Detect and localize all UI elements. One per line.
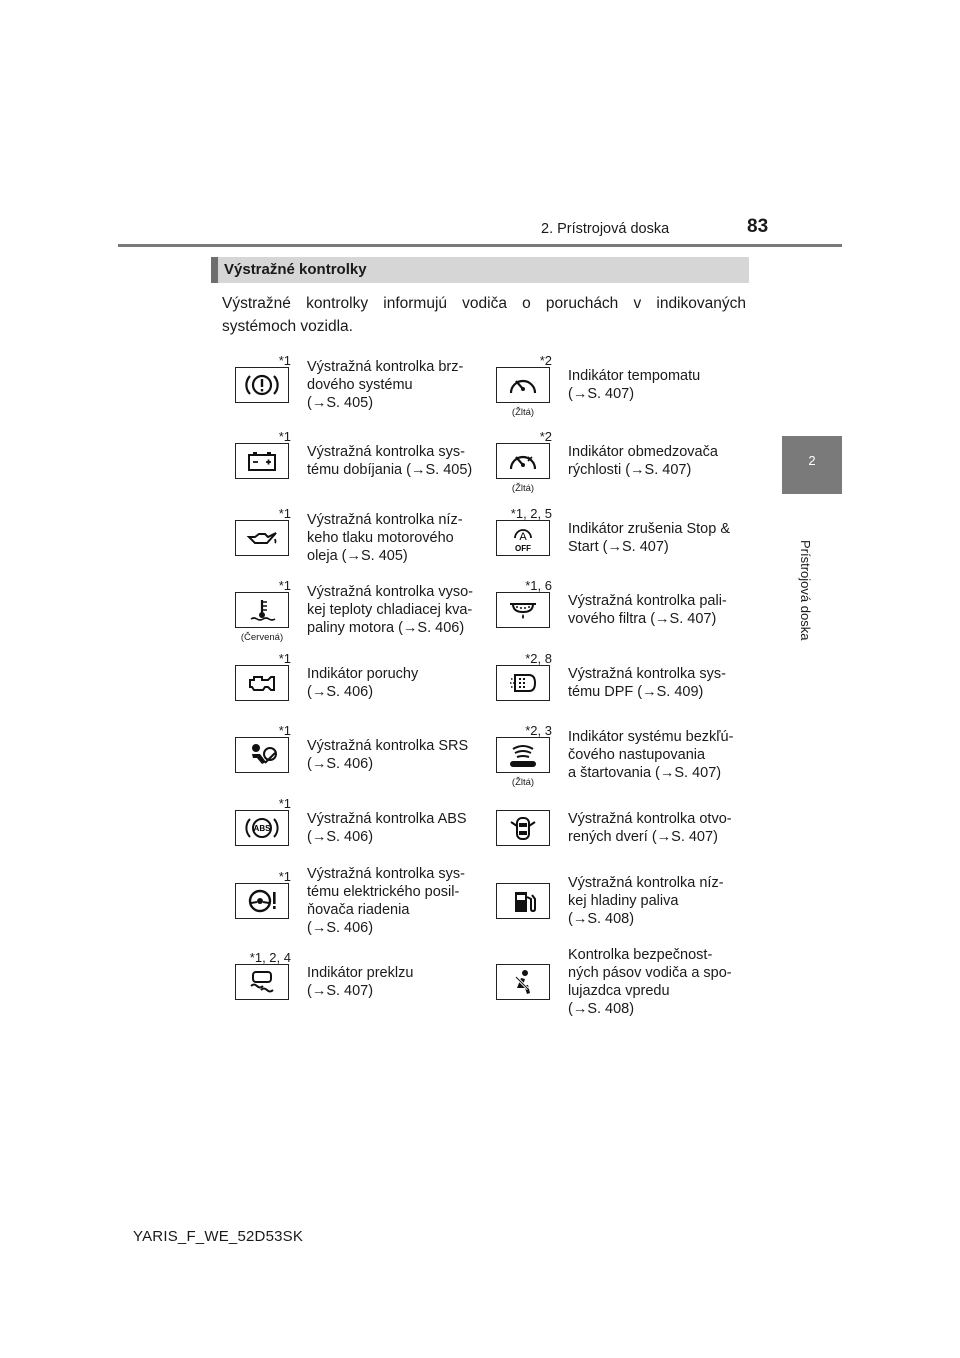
- indicator-icon-box: [496, 367, 550, 403]
- svg-text:ABS: ABS: [253, 824, 271, 833]
- indicator-description: Výstražná kontrolka brz- dového systému (→S. 405): [307, 359, 464, 411]
- footnote-marker: *1, 2, 4: [249, 950, 291, 965]
- coolant-icon: [244, 596, 280, 624]
- indicator-icon-box: [235, 520, 289, 556]
- indicator-description: Výstražná kontrolka pali- vového filtra (→S. 407): [568, 593, 727, 627]
- svg-text:OFF: OFF: [515, 544, 531, 552]
- cruise-icon: [505, 371, 541, 399]
- footnote-marker: *1: [278, 869, 291, 884]
- door-open-icon: [505, 814, 541, 842]
- slip-icon: [244, 968, 280, 996]
- indicator-icon-box: [235, 810, 289, 846]
- indicator-icon-box: [235, 737, 289, 773]
- airbag-icon: [244, 741, 280, 769]
- indicator-description: Výstražná kontrolka ABS (→S. 406): [307, 811, 467, 845]
- indicator-description: Indikátor preklzu (→S. 407): [307, 965, 414, 999]
- smart-key-icon: [505, 741, 541, 769]
- indicator-icon-box: [496, 737, 550, 773]
- document-code: YARIS_F_WE_52D53SK: [133, 1228, 304, 1245]
- indicator-icon-box: [496, 883, 550, 919]
- indicator-icon-box: [235, 592, 289, 628]
- indicator-description: Výstražná kontrolka SRS (→S. 406): [307, 738, 469, 772]
- indicator-icon-box: [496, 520, 550, 556]
- engine-icon: [244, 669, 280, 697]
- footnote-marker: *1: [278, 353, 291, 368]
- indicator-icon-box: [496, 810, 550, 846]
- stop-start-off-icon: [505, 524, 541, 552]
- footnote-marker: *2, 3: [525, 723, 552, 738]
- svg-text:A: A: [519, 531, 527, 543]
- seatbelt-icon: [505, 968, 541, 996]
- footnote-marker: *1: [278, 429, 291, 444]
- icon-color-caption: (Červená): [240, 632, 284, 643]
- indicator-description: Indikátor systému bezkľú- čového nastupovania a štartovania (→S. 407): [568, 729, 734, 781]
- indicator-description: Výstražná kontrolka sys- tému DPF (→S. 409): [568, 666, 726, 700]
- steering-icon: [244, 887, 280, 915]
- indicator-icon-box: [235, 883, 289, 919]
- indicator-description: Výstražná kontrolka vyso- kej teploty chladiacej kva- paliny motora (→S. 406): [307, 584, 474, 636]
- intro-paragraph: Výstražné kontrolky informujú vodiča o poruchách v indikovaných systémoch vozidla.: [222, 295, 746, 335]
- footnote-marker: *1, 2, 5: [510, 506, 552, 521]
- footnote-marker: *1: [278, 796, 291, 811]
- footnote-marker: *1, 6: [525, 578, 552, 593]
- footnote-marker: *1: [278, 578, 291, 593]
- indicator-icon-box: [235, 443, 289, 479]
- indicator-icon-box: [496, 964, 550, 1000]
- speed-limiter-icon: [505, 447, 541, 475]
- banner-title: Výstražné kontrolky: [224, 261, 367, 278]
- abs-icon: [244, 814, 280, 842]
- icon-color-caption: (Žltá): [511, 777, 535, 788]
- indicator-description: Indikátor obmedzovača rýchlosti (→S. 407): [568, 444, 718, 478]
- banner-accent: [211, 257, 218, 283]
- header-divider: [118, 244, 842, 247]
- brake-icon: [244, 371, 280, 399]
- chapter-tab: 2: [782, 436, 842, 494]
- indicator-description: Indikátor zrušenia Stop & Start (→S. 407): [568, 521, 731, 555]
- chapter-tab-label: Prístrojová doska: [798, 540, 813, 641]
- indicator-description: Indikátor tempomatu (→S. 407): [568, 368, 701, 402]
- icon-color-caption: (Žltá): [511, 407, 535, 418]
- footnote-marker: *2, 8: [525, 651, 552, 666]
- indicator-icon-box: [496, 665, 550, 701]
- section-banner: [211, 257, 749, 283]
- indicator-description: Výstražná kontrolka níz- kej hladiny paliva (→S. 408): [568, 875, 724, 927]
- footnote-marker: *1: [278, 651, 291, 666]
- icon-color-caption: (Žltá): [511, 483, 535, 494]
- header-section-title: 2. Prístrojová doska: [541, 221, 670, 237]
- indicator-icon-box: [496, 443, 550, 479]
- dpf-icon: [505, 669, 541, 697]
- footnote-marker: *2: [539, 353, 552, 368]
- indicator-description: Kontrolka bezpečnost- ných pásov vodiča a spo- lujazdca vpredu (→S. 408): [568, 947, 732, 1017]
- fuel-pump-icon: [505, 887, 541, 915]
- battery-icon: [244, 447, 280, 475]
- page-number: 83: [747, 216, 769, 237]
- indicator-description: Výstražná kontrolka otvo- rených dverí (→S. 407): [568, 811, 732, 845]
- footnote-marker: *1: [278, 723, 291, 738]
- indicator-icon-box: [235, 964, 289, 1000]
- indicator-description: Výstražná kontrolka sys- tému elektrického posil- ňovača riadenia (→S. 406): [307, 866, 465, 936]
- indicator-icon-box: [235, 665, 289, 701]
- footnote-marker: *1: [278, 506, 291, 521]
- oil-icon: [244, 524, 280, 552]
- indicator-description: Výstražná kontrolka níz- keho tlaku motorového oleja (→S. 405): [307, 512, 463, 564]
- indicator-icon-box: [235, 367, 289, 403]
- footnote-marker: *2: [539, 429, 552, 444]
- fuel-filter-icon: [505, 596, 541, 624]
- indicator-description: Výstražná kontrolka sys- tému dobíjania (→S. 405): [307, 444, 473, 478]
- indicator-icon-box: [496, 592, 550, 628]
- indicator-description: Indikátor poruchy (→S. 406): [307, 666, 419, 700]
